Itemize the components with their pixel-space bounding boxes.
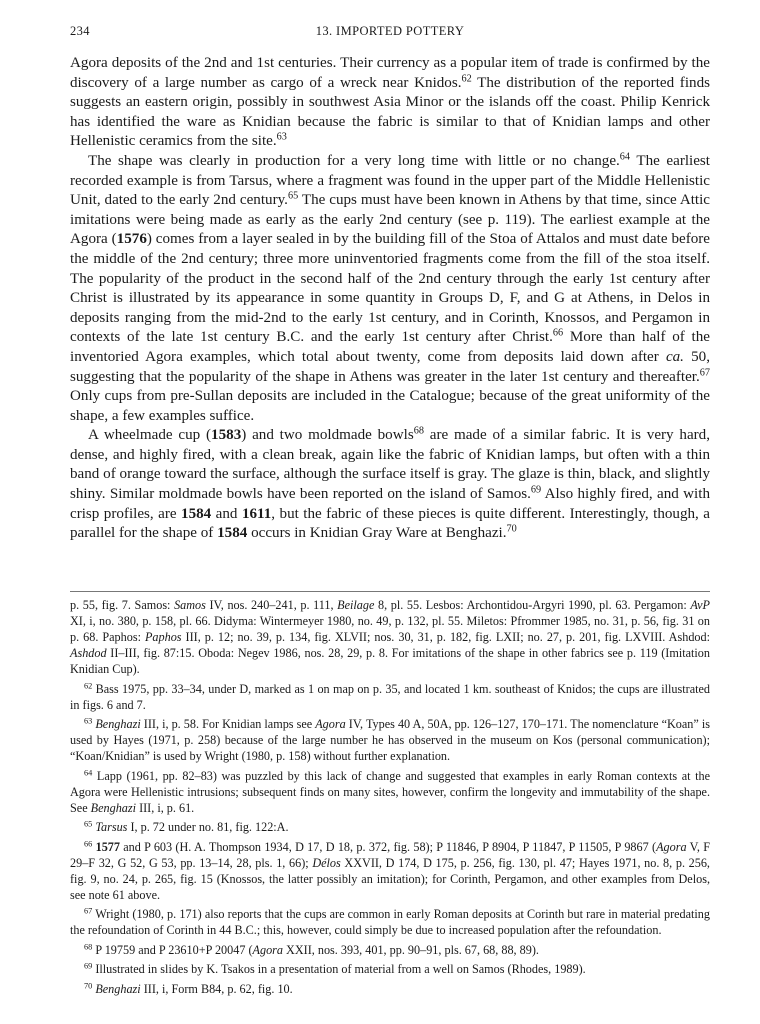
- footnote: $^{65}$ Tarsus I, p. 72 under no. 81, fig. 122:A.: [84, 819, 289, 834]
- body-paragraph: Agora deposits of the 2nd and 1st centuries. Their currency as a popular item of trade is confirmed by the discovery of a large number as cargo of a wreck near Knidos.$^{62}$ The distribution of the reported finds suggests an eastern origin, possibly in southwest Asia Minor or the islands off the coast. Philip Kenrick has identified the ware as Knidian because the fabric is similar to that of Knidian lamps and other Hellenistic ceramics from the site.$^{63}$: [70, 55, 710, 150]
- footnote: $^{62}$ Bass 1975, pp. 33–34, under D, marked as 1 on map on p. 35, and located 1 km. southeast of Knidos; the cups are illustrated in figs. 6 and 7.: [70, 680, 710, 712]
- footnote: $^{69}$ Illustrated in slides by K. Tsakos in a presentation of material from a well on Samos (Rhodes, 1989).: [84, 961, 586, 976]
- chapter-title: 13. IMPORTED POTTERY: [315, 24, 465, 38]
- footnote: $^{66}$ 1577 and P 603 (H. A. Thompson 1934, D 17, D 18, p. 372, fig. 58); P 11846, P 8904, P 11847, P 11505, P 9867 (Agora V, F 29–F 32, G 52, G 53, pp. 13–14, 28, pls. 1, 66); Délos XXVII, D 174, D 175, p. 256, fig. 130, pl. 47; Hayes 1971, no. 8, p. 256, fig. 9, no. 24, p. 265, fig. 15 (Knossos, the latter possibly an imitation); for Corinth, Pergamon, and other examples from Delos, see note 61 above.: [70, 838, 710, 902]
- footnotes: [70, 597, 710, 1000]
- footnote: $^{63}$ Benghazi III, i, p. 58. For Knidian lamps see Agora IV, Types 40 A, 50A, pp. 126–127, 170–171. The nomenclature “Koan” is used by Hayes (1971, p. 258) because of the large number he has observed in the museum on Kos (personal communication); “Koan/Knidian” is used by Wright (1980, p. 158) without further explanation.: [70, 716, 711, 763]
- footnote: $^{67}$ Wright (1980, p. 171) also reports that the cups are common in early Roman deposits at Corinth but rare in material predating the refoundation of Corinth in 44 B.C.; this, however, could simply be due to increased population after the refoundation.: [70, 906, 710, 937]
- footnote-rule: [70, 591, 710, 592]
- footnote: $^{64}$ Lapp (1961, pp. 82–83) was puzzled by this lack of change and suggested that examples in early Roman contexts at the Agora were Hellenistic intrusions; subsequent finds on many sites, however, confirm the longevity and immutability of the shape. See Benghazi III, i, p. 61.: [70, 767, 710, 815]
- page-number: 234: [70, 24, 90, 38]
- footnote: $^{70}$ Benghazi III, i, Form B84, p. 62, fig. 10.: [84, 980, 293, 996]
- body-paragraph: A wheelmade cup (1583) and two moldmade bowls$^{68}$ are made of a similar fabric. It is very hard, dense, and highly fired, with a clean break, again like the fabric of Knidian lamps, but often with a thin band of orange toward the surface, although the surface itself is gray. The glaze is thin, black, and slightly shiny. Similar moldmade bowls have been reported on the island of Samos.$^{69}$ Also highly fired, and with crisp profiles, are 1584 and 1611, but the fabric of these pieces is quite different. Interestingly, though, a parallel for the shape of 1584 occurs in Knidian Gray Ware at Benghazi.$^{70}$: [70, 425, 710, 542]
- body-paragraph: The shape was clearly in production for a very long time with little or no change.$^{64}$ The earliest recorded example is from Tarsus, where a fragment was found in the upper part of the Middle Hellenistic Unit, dated to the early 2nd century.$^{65}$ The cups must have been known in Athens by that time, since Attic imitations were being made as early as the early 2nd century (see p. 119). The earliest example at the Agora (1576) comes from a layer sealed in by the building fill of the Stoa of Attalos and must date before the middle of the 2nd century; three more uninventoried fragments come from the fill of the stoa itself. The popularity of the product in the second half of the 2nd century through the early 1st century after Christ is illustrated by its appearance in some quantity in Groups D, F, and G at Athens, in Delos in deposits ranging from the mid-2nd to the early 1st century, and in Corinth, Knossos, and Pergamon in contexts of the late 1st century B.C. and the early 1st century after Christ.$^{66}$ More than half of the inventoried Agora examples, which total about twenty, come from deposits laid down after ca. 50, suggesting that the popularity of the shape in Athens was greater in the later 1st century and thereafter.$^{67}$ Only cups from pre-Sullan deposits are included in the Catalogue; because of the great uniformity of the shape, a few examples suffice.: [70, 151, 710, 424]
- footnote: $^{68}$ P 19759 and P 23610+P 20047 (Agora XXII, nos. 393, 401, pp. 90–91, pls. 67, 68, 88, 89).: [84, 941, 539, 957]
- running-header: [70, 24, 710, 42]
- footnote-continuation: p. 55, fig. 7. Samos: Samos IV, nos. 240–241, p. 111, Beilage 8, pl. 55. Lesbos: Archontidou-Argyri 1990, pl. 63. Pergamon: AvP XI, i, no. 380, p. 158, pl. 66. Didyma: Wintermeyer 1980, no. 49, p. 132, pl. 55. Miletos: Pfrommer 1985, no. 31, p. 56, fig. 31 on p. 68. Paphos: Paphos III, p. 12; no. 39, p. 134, fig. XLVII; nos. 30, 31, p. 182, fig. LXII; no. 27, p. 201, fig. LXVIII. Ashdod: Ashdod II–III, fig. 87:15. Oboda: Negev 1986, nos. 28, 29, p. 8. For imitations of the shape in other fabrics see p. 119 (Imitation Knidian Cup).: [70, 598, 711, 676]
- body-text: [70, 54, 710, 544]
